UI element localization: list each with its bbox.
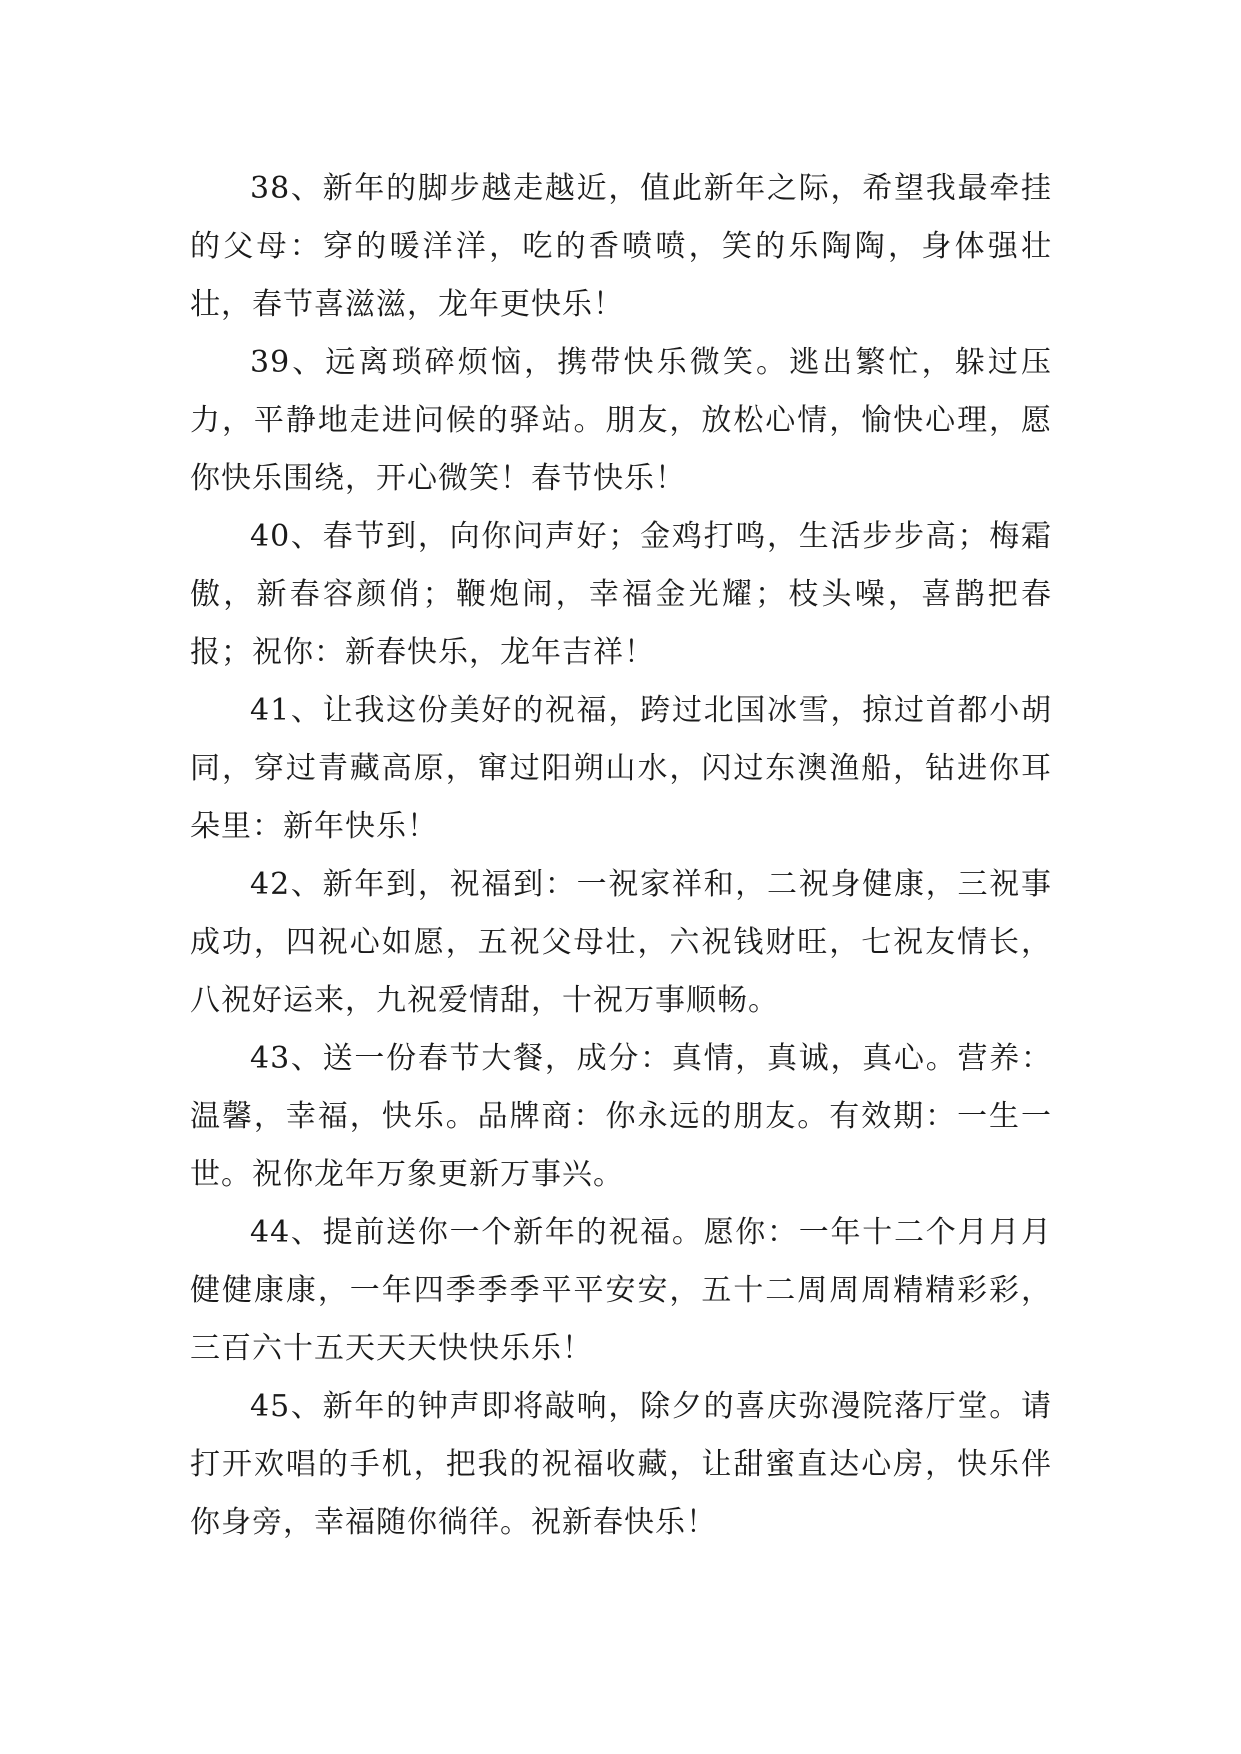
paragraph-44: 44、提前送你一个新年的祝福。愿你：一年十二个月月月健健康康，一年四季季季平平安安，五十二周周周精精彩彩，三百六十五天天天快快乐乐！ <box>190 1215 1052 1366</box>
paragraph-41: 41、让我这份美好的祝福，跨过北国冰雪，掠过首都小胡同，穿过青藏高原，窜过阳朔山水，闪过东澳渔船，钻进你耳朵里：新年快乐！ <box>190 693 1052 844</box>
paragraph-42: 42、新年到，祝福到：一祝家祥和，二祝身健康，三祝事成功，四祝心如愿，五祝父母壮，六祝钱财旺，七祝友情长，八祝好运来，九祝爱情甜，十祝万事顺畅。 <box>190 867 1052 1018</box>
paragraph-43: 43、送一份春节大餐，成分：真情，真诚，真心。营养：温馨，幸福，快乐。品牌商：你永远的朋友。有效期：一生一世。祝你龙年万象更新万事兴。 <box>190 1041 1052 1192</box>
paragraph-38: 38、新年的脚步越走越近，值此新年之际，希望我最牵挂的父母：穿的暖洋洋，吃的香喷喷，笑的乐陶陶，身体强壮壮，春节喜滋滋，龙年更快乐！ <box>190 171 1052 322</box>
paragraph-39: 39、远离琐碎烦恼，携带快乐微笑。逃出繁忙，躲过压力，平静地走进问候的驿站。朋友，放松心情，愉快心理，愿你快乐围绕，开心微笑！春节快乐！ <box>190 345 1052 496</box>
document-body <box>190 160 1052 1552</box>
paragraph-45: 45、新年的钟声即将敲响，除夕的喜庆弥漫院落厅堂。请打开欢唱的手机，把我的祝福收藏，让甜蜜直达心房，快乐伴你身旁，幸福随你徜徉。祝新春快乐！ <box>190 1389 1052 1540</box>
paragraph-40: 40、春节到，向你问声好；金鸡打鸣，生活步步高；梅霜傲，新春容颜俏；鞭炮闹，幸福金光耀；枝头噪，喜鹊把春报；祝你：新春快乐，龙年吉祥！ <box>190 519 1052 670</box>
